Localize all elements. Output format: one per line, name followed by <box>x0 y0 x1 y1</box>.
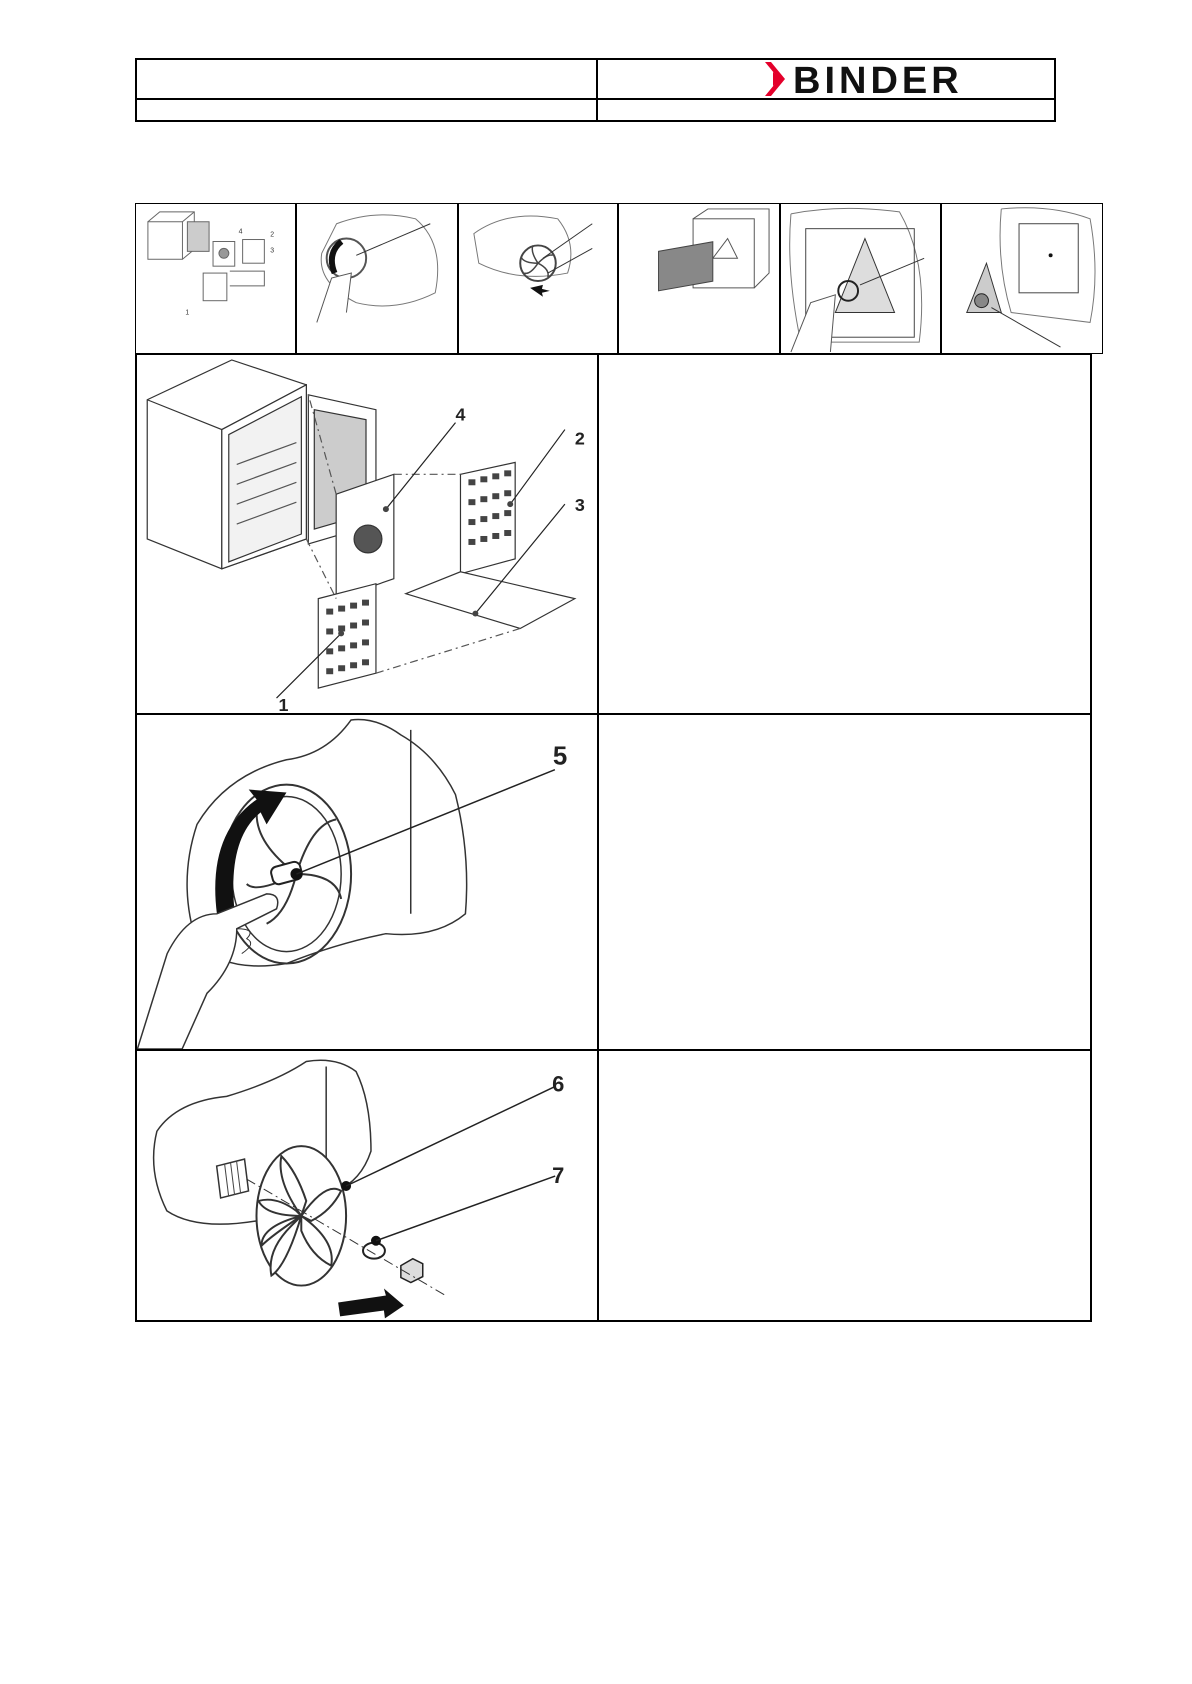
header-cell-top-left <box>137 60 598 100</box>
label-7: 7 <box>552 1163 565 1189</box>
steps-table <box>135 353 1092 1322</box>
thumbnail-remove-fan <box>458 203 618 354</box>
thumb1-label-2: 2 <box>270 231 275 239</box>
step-image-loosen-nut <box>137 715 599 1049</box>
thumbnail-motor-removed <box>941 203 1103 354</box>
header-table <box>135 58 1056 122</box>
step-text-remove-fan <box>599 1051 1090 1320</box>
step-row-disassembly <box>137 355 1090 715</box>
thumb1-label-1: 1 <box>185 309 190 317</box>
label-2: 2 <box>574 428 585 449</box>
label-3: 3 <box>574 495 585 516</box>
step-row-loosen-nut <box>137 715 1090 1051</box>
thumbnail-rear-cover <box>618 203 780 354</box>
step-row-remove-fan <box>137 1051 1090 1320</box>
step-image-disassembly <box>137 355 599 713</box>
label-6: 6 <box>552 1071 565 1097</box>
label-1: 1 <box>278 695 289 713</box>
thumbnail-disassembly <box>135 203 296 354</box>
thumbnail-loosen-nut <box>296 203 458 354</box>
thumbnail-strip <box>135 203 1091 354</box>
header-cell-bottom-right <box>598 100 1054 120</box>
label-4: 4 <box>455 404 466 425</box>
thumb1-label-3: 3 <box>270 247 275 255</box>
label-5: 5 <box>552 742 568 771</box>
svg-text:BINDER: BINDER <box>793 60 963 98</box>
step-text-loosen-nut <box>599 715 1090 1049</box>
step-text-disassembly <box>599 355 1090 713</box>
step-image-remove-fan <box>137 1051 599 1320</box>
thumbnail-motor-unit <box>780 203 941 354</box>
header-cell-bottom-left <box>137 100 598 120</box>
binder-logo <box>765 60 1056 98</box>
thumb1-label-4: 4 <box>238 228 243 236</box>
